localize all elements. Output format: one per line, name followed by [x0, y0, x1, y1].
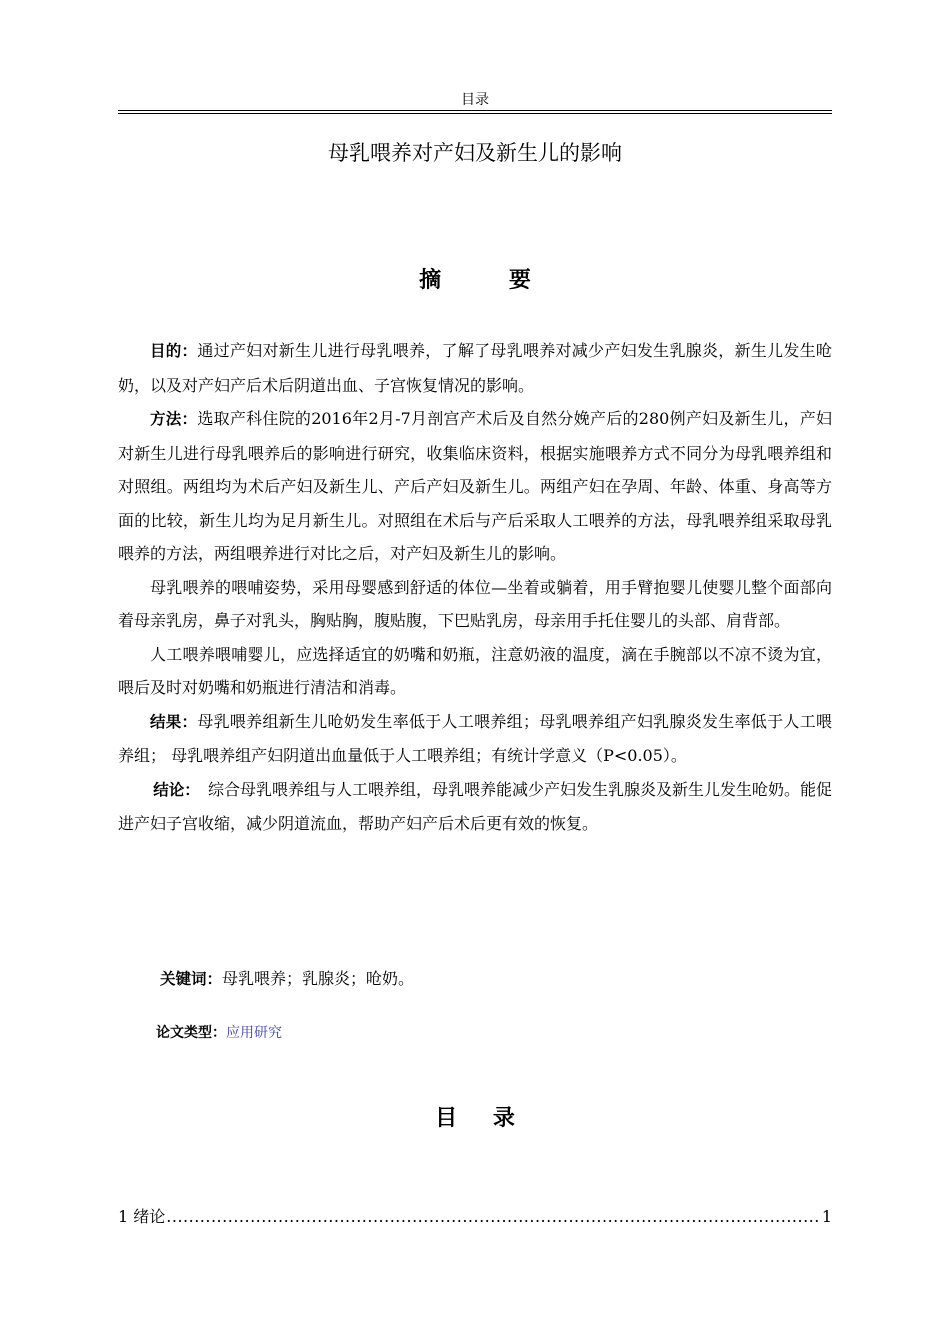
keywords-label: 关键词：	[160, 970, 223, 988]
paper-type-value: 应用研究	[226, 1025, 282, 1041]
abstract-paragraph-conclusion	[118, 773, 832, 841]
method-label: 方法：	[150, 410, 198, 428]
paper-title: 母乳喂养对产妇及新生儿的影响	[328, 141, 622, 165]
conclusion-text: 综合母乳喂养组与人工喂养组，母乳喂养能减少产妇发生乳腺炎及新生儿发生呛奶。能促进产妇子宫收缩，减少阴道流血，帮助产妇产后术后更有效的恢复。	[118, 779, 832, 833]
objective-label: 目的：	[150, 342, 198, 360]
toc-entry[interactable]	[118, 1204, 832, 1230]
abstract-paragraph-artificial-feeding	[118, 638, 832, 705]
results-label: 结果：	[150, 712, 198, 731]
breastfeeding-text: 母乳喂养的喂哺姿势，采用母婴感到舒适的体位—坐着或躺着，用手臂抱婴儿使婴儿整个面部向着母亲乳房，鼻子对乳头，胸贴胸，腹贴腹，下巴贴乳房，母亲用手托住婴儿的头部、肩背部。	[118, 577, 832, 630]
paper-type-label: 论文类型：	[156, 1025, 226, 1041]
conclusion-label: 结论：	[153, 780, 192, 799]
keywords-line	[160, 964, 414, 994]
toc-entry-title[interactable]: 1 绪论	[118, 1207, 166, 1226]
objective-text: 通过产妇对新生儿进行母乳喂养，了解了母乳喂养对减少产妇发生乳腺炎，新生儿发生呛奶，以及对产妇产后术后阴道出血、子宫恢复情况的影响。	[118, 341, 832, 395]
paper-type-line	[156, 1020, 282, 1046]
toc-dot-leader	[166, 1204, 821, 1230]
abstract-paragraph-method	[118, 402, 832, 571]
toc-entry-page[interactable]: 1	[821, 1207, 832, 1226]
header-rule	[118, 110, 832, 114]
results-text: 母乳喂养组新生儿呛奶发生率低于人工喂养组；母乳喂养组产妇乳腺炎发生率低于人工喂养组； 母乳喂养组产妇阴道出血量低于人工喂养组；有统计学意义（P<0.05）。	[118, 711, 832, 765]
artificial-feeding-text: 人工喂养喂哺婴儿，应选择适宜的奶嘴和奶瓶，注意奶液的温度，滴在手腕部以不凉不烫为宜，喂后及时对奶嘴和奶瓶进行清洁和消毒。	[118, 644, 832, 697]
method-text: 选取产科住院的2016年2月-7月剖宫产术后及自然分娩产后的280例产妇及新生儿，产妇对新生儿进行母乳喂养后的影响进行研究，收集临床资料，根据实施喂养方式不同分为母乳喂养组和对照组。两组均为术后产妇及新生儿、产后产妇及新生儿。两组产妇在孕周、年龄、体重、身高等方面的比较，新生儿均为足月新生儿。对照组在术后与产后采取人工喂养的方法，母乳喂养组采取母乳喂养的方法，两组喂养进行对比之后，对产妇及新生儿的影响。	[118, 409, 832, 563]
abstract-paragraph-breastfeeding	[118, 571, 832, 638]
abstract-paragraph-results	[118, 705, 832, 773]
running-header: 目录	[461, 92, 489, 108]
abstract-body	[118, 334, 832, 841]
keywords-value: 母乳喂养；乳腺炎；呛奶。	[222, 969, 415, 988]
abstract-paragraph-objective	[118, 334, 832, 402]
toc-heading: 目 录	[435, 1105, 529, 1131]
abstract-heading: 摘 要	[419, 267, 561, 293]
